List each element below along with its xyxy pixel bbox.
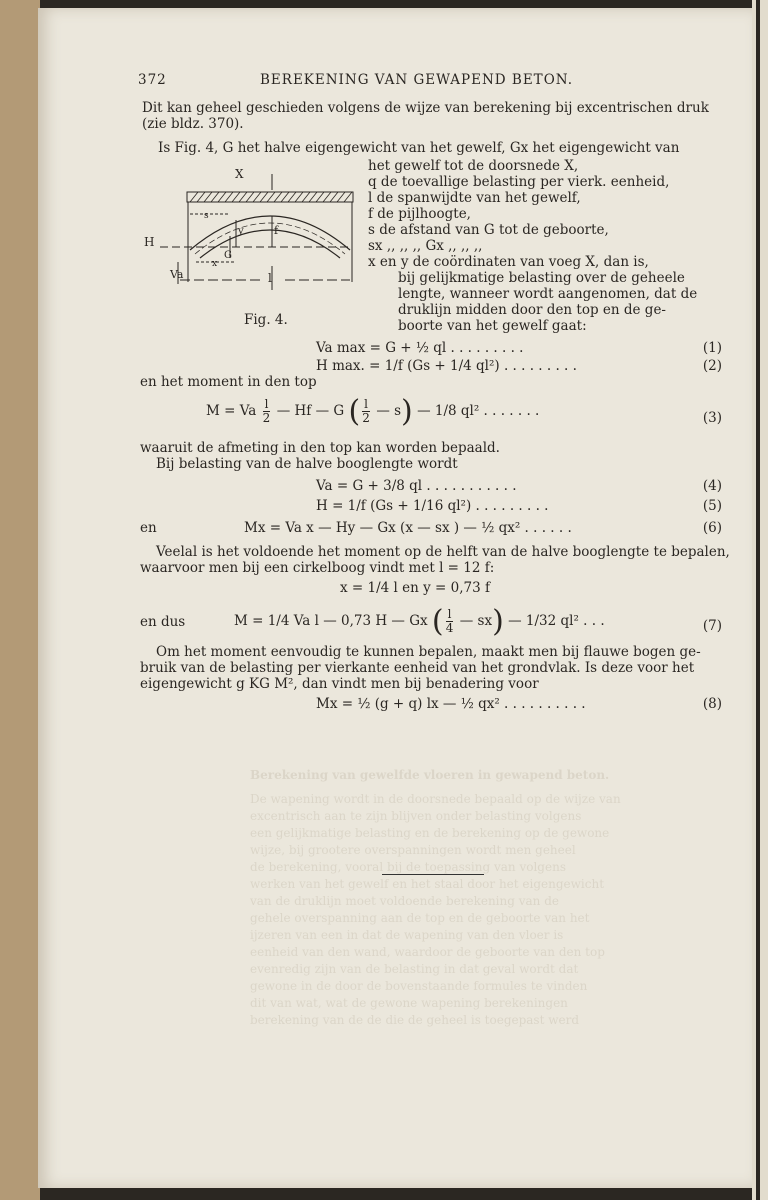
arch-figure	[140, 162, 370, 302]
ghost-line: gewone in de door de bovenstaande formules te vinden	[250, 979, 588, 993]
ghost-line: van de druklijn moet voldoende berekening van de	[250, 894, 559, 908]
def-line: het gewelf tot de doorsnede X,	[368, 158, 579, 174]
equation-8-number: (8)	[702, 696, 722, 712]
ghost-heading: Berekening van gewelfde vloeren in gewapend beton.	[250, 768, 610, 782]
page-number: 372	[138, 72, 167, 88]
figure-caption: Fig. 4.	[244, 312, 288, 328]
def-line: bij gelijkmatige belasting over de geheele	[398, 270, 685, 286]
ghost-line: gehele overspanning aan de top en de geboorte van het	[250, 911, 590, 925]
eq3-fraction: $\frac{l}{2}$	[262, 397, 271, 425]
def-line: s de afstand van G tot de geboorte,	[368, 222, 609, 238]
def-line: l de spanwijdte van het gewelf,	[368, 190, 581, 206]
page-gap	[756, 0, 760, 1200]
end-rule	[382, 874, 484, 875]
para-last-line: bruik van de belasting per vierkante eenheid van het grondvlak. Is deze voor het	[140, 660, 695, 676]
ghost-line: eenheid van den wand, waardoor de geboorte van den top	[250, 945, 605, 959]
ghost-line: evenredig zijn van de belasting in dat geval wordt dat	[250, 962, 579, 976]
next-page-edge	[752, 0, 768, 1200]
show-through-text	[250, 768, 670, 1030]
equation-4: Va = G + 3/8 ql . . . . . . . . . . .	[316, 478, 517, 494]
fig-label-x: x	[212, 259, 218, 269]
ghost-line: berekening van de de die de geheel is toegepast werd	[250, 1013, 580, 1027]
def-line: lengte, wanneer wordt aangenomen, dat de	[398, 286, 698, 302]
book-gutter	[0, 0, 40, 1200]
fig-label-X: X	[235, 167, 244, 181]
equation-3: M = Va $\frac{l}{2}$ — Hf — G ( $\frac{l}{2}$ — s) — 1/8 ql² . . . . . . .	[206, 394, 540, 429]
para1-line2: (zie bldz. 370).	[142, 116, 244, 132]
def-line: q de toevallige belasting per vierk. eenheid,	[368, 174, 670, 190]
equation-6: Mx = Va x — Hy — Gx (x — sx ) — ½ qx² . . . . . .	[244, 520, 572, 536]
fig-label-H: H	[144, 235, 155, 249]
ghost-line: wijze, bij grootere overspanningen wordt men geheel	[250, 843, 576, 857]
equation-5: H = 1/f (Gs + 1/16 ql²) . . . . . . . . .	[316, 498, 549, 514]
eq3-fraction2: $\frac{l}{2}$	[362, 397, 370, 425]
ghost-line: de berekening, vooral bij de toepassing van volgens	[250, 860, 566, 874]
eq7-inner: — sx	[459, 613, 493, 629]
equation-6-number: (6)	[702, 520, 722, 536]
eq3-inner: — s	[376, 403, 402, 419]
text-after-3: waaruit de afmeting in den top kan worden bepaald.	[140, 440, 500, 456]
eq7-right: — 1/32 ql² . . .	[508, 613, 605, 629]
para-last-line: Om het moment eenvoudig te kunnen bepalen, maakt men bij flauwe bogen ge-	[156, 644, 701, 660]
para2-first-line: Is Fig. 4, G het halve eigengewicht van het gewelf, Gx het eigengewicht van	[158, 140, 680, 156]
fig-label-y: y	[238, 226, 244, 237]
fig-label-G: G	[224, 250, 232, 261]
def-line: boorte van het gewelf gaat:	[398, 318, 587, 334]
equation-3-number: (3)	[702, 410, 722, 426]
equation-1-number: (1)	[702, 340, 722, 356]
ghost-line: De wapening wordt in de doorsnede bepaald op de wijze van	[250, 792, 621, 806]
ghost-line: excentrisch aan te zijn blijven onder belasting volgens	[250, 809, 582, 823]
equation-8: Mx = ½ (g + q) lx — ½ qx² . . . . . . . . . .	[316, 696, 586, 712]
para-last-line: eigengewicht g KG M², dan vindt men bij benadering voor	[140, 676, 539, 692]
fig-label-s: s	[204, 211, 209, 221]
def-line: druklijn midden door den top en de ge-	[398, 302, 666, 318]
def-line: f de pijlhoogte,	[368, 206, 471, 222]
text-en: en	[140, 520, 157, 536]
ghost-line: ijzeren van een in dat de wapening van den vloer is	[250, 928, 564, 942]
equation-7-number: (7)	[702, 618, 722, 634]
text-after-3: Bij belasting van de halve booglengte wordt	[156, 456, 458, 472]
ghost-line: dit van wat, wat de gewone wapening berekeningen	[250, 996, 568, 1010]
fig-label-f: f	[274, 224, 279, 237]
text-after-6: waarvoor men bij een cirkelboog vindt met l = 12 f:	[140, 560, 495, 576]
eq3-left: M = Va	[206, 403, 257, 419]
equation-4-number: (4)	[702, 478, 722, 494]
eq3-right: — 1/8 ql² . . . . . . .	[417, 403, 540, 419]
equation-xy: x = 1/4 l en y = 0,73 f	[340, 580, 490, 596]
text-after-6: Veelal is het voldoende het moment op de helft van de halve booglengte te bepalen,	[156, 544, 730, 560]
def-line: sx ,, ,, ,, Gx ,, ,, ,,	[368, 238, 483, 254]
ghost-line: werken van het gewelf en het staal door het eigengewicht	[250, 877, 605, 891]
equation-2-number: (2)	[702, 358, 722, 374]
text-en-dus: en dus	[140, 614, 186, 630]
running-title: BEREKENING VAN GEWAPEND BETON.	[260, 72, 573, 88]
equation-5-number: (5)	[702, 498, 722, 514]
ghost-line: een gelijkmatige belasting en de berekening op de gewone	[250, 826, 610, 840]
equation-7: M = 1/4 Va l — 0,73 H — Gx ( $\frac{l}{4}$ — sx) — 1/32 ql² . . .	[234, 604, 605, 639]
eq7-fraction: $\frac{l}{4}$	[445, 607, 454, 635]
fig-label-l: l	[268, 271, 272, 285]
eq3-mid: — Hf — G	[276, 403, 345, 419]
fig-label-Va: Va	[170, 268, 184, 281]
eq7-left: M = 1/4 Va l — 0,73 H — Gx	[234, 613, 428, 629]
def-line: x en y de coördinaten van voeg X, dan is,	[368, 254, 649, 270]
text-moment-top: en het moment in den top	[140, 374, 317, 390]
para1-line1: Dit kan geheel geschieden volgens de wijze van berekening bij excentrischen druk	[142, 100, 709, 116]
equation-1: Va max = G + ½ ql . . . . . . . . .	[316, 340, 524, 356]
equation-2: H max. = 1/f (Gs + 1/4 ql²) . . . . . . . . .	[316, 358, 577, 374]
